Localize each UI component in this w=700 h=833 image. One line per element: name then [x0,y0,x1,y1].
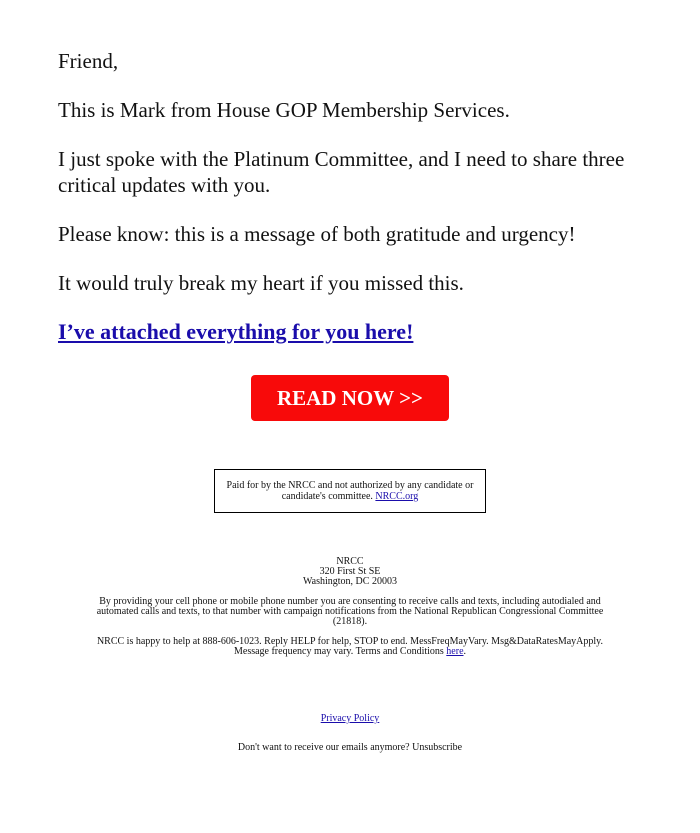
org-name: NRCC [336,556,364,567]
disclaimer-text: Paid for by the NRCC and not authorized by any candidate or candidate's committee. [226,480,474,502]
paragraph: I just spoke with the Platinum Committee, and I need to share three critical updates with you. [58,147,625,197]
nrcc-link[interactable]: NRCC.org [375,491,419,502]
terms-link[interactable]: here [446,646,464,657]
street: 320 First St SE [319,566,381,577]
help-text-body: NRCC is happy to help at 888-606-1023. Reply HELP for help, STOP to end. MessFreqMayVary. Msg&DataRatesMayApply. Message frequency may vary. Terms and Conditions [96,636,604,657]
disclaimer-box [214,469,486,513]
attachment-link[interactable]: I’ve attached everything for you here! [58,319,414,344]
email-body [58,48,628,368]
city: Washington, DC 20003 [303,576,397,587]
consent-text: By providing your cell phone or mobile phone number you are consenting to receive calls and texts, including autodialed and automated calls and texts, to that number with campaign notifications from the National Republican Congressional Committee (21818). [96,596,604,627]
greeting: Friend, [58,49,119,73]
privacy-policy-link[interactable]: Privacy Policy [320,713,380,724]
read-now-button[interactable]: READ NOW >> [251,375,449,421]
paragraph: Please know: this is a message of both gratitude and urgency! [58,222,576,246]
paragraph: It would truly break my heart if you missed this. [58,271,464,295]
unsubscribe-text[interactable]: Don't want to receive our emails anymore? Unsubscribe [237,742,463,753]
address [90,557,610,587]
paragraph: This is Mark from House GOP Membership Services. [58,98,510,122]
help-text: NRCC is happy to help at 888-606-1023. Reply HELP for help, STOP to end. MessFreqMayVary. Msg&DataRatesMayApply. Message frequency may vary. Terms and Conditions here. [96,636,604,657]
